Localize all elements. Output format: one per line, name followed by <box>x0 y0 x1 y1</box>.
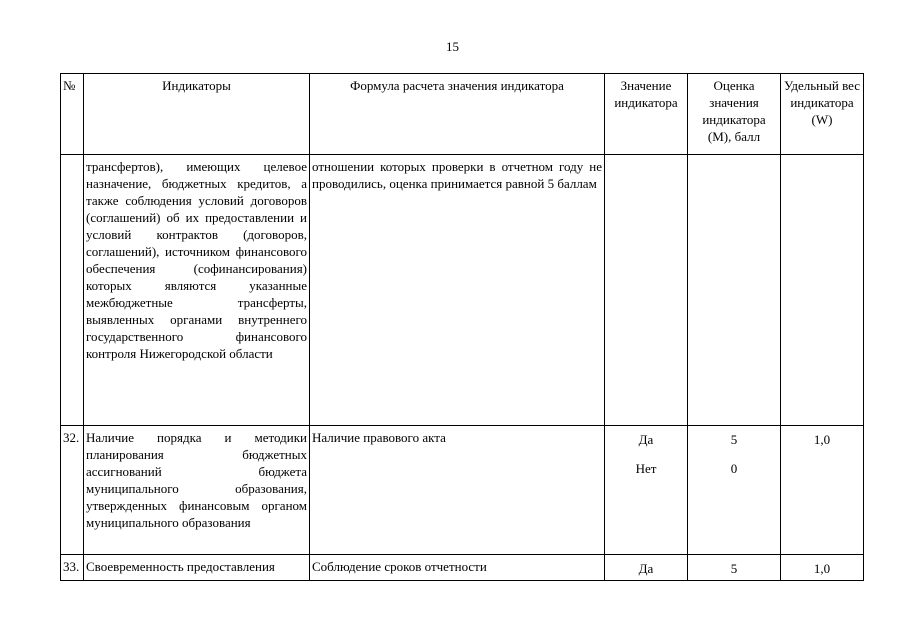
row-indicator: трансфертов), имеющих целевое назначение, бюджетных кредитов, а также соблюдения условий договоров (соглашений) об их предоставлении и условий контрактов (договоров, соглашений), источником финансового обеспечения (софинансирования) которых являются указанные межбюджетные трансферты, выявленных органами внутреннего государственного финансового контроля Нижегородской области <box>84 155 310 426</box>
row-score <box>688 555 781 581</box>
indicators-table <box>60 73 864 581</box>
row-number <box>61 155 84 426</box>
header-value: Значение индикатора <box>605 74 688 155</box>
row-score <box>688 155 781 426</box>
row-value <box>605 155 688 426</box>
row-indicator: Наличие порядка и методики планирования бюджетных ассигнований бюджета муниципального образования, утвержденных финансовым органом муниципального образования <box>84 426 310 555</box>
score-option: 5 <box>730 561 738 576</box>
score-option: 5 <box>730 432 738 447</box>
table-row <box>61 426 864 555</box>
score-option: 0 <box>730 461 738 476</box>
header-number: № <box>61 74 84 155</box>
row-score <box>688 426 781 555</box>
row-number: 33. <box>61 555 84 581</box>
row-number: 32. <box>61 426 84 555</box>
value-option: Нет <box>635 461 657 476</box>
row-weight <box>781 155 864 426</box>
row-value <box>605 555 688 581</box>
header-weight: Удельный вес индикатора (W) <box>781 74 864 155</box>
table-row <box>61 555 864 581</box>
page-number: 15 <box>446 39 459 54</box>
row-formula: Наличие правового акта <box>310 426 605 555</box>
row-weight: 1,0 <box>781 426 864 555</box>
value-option: Да <box>638 432 654 447</box>
row-formula: отношении которых проверки в отчетном году не проводились, оценка принимается равной 5 баллам <box>310 155 605 426</box>
row-value <box>605 426 688 555</box>
table-row <box>61 155 864 426</box>
header-indicators: Индикаторы <box>84 74 310 155</box>
header-formula: Формула расчета значения индикатора <box>310 74 605 155</box>
value-option: Да <box>638 561 654 576</box>
header-score: Оценка значения индикатора (M), балл <box>688 74 781 155</box>
row-weight: 1,0 <box>781 555 864 581</box>
table-header-row <box>61 74 864 155</box>
row-indicator: Своевременность предоставления <box>84 555 310 581</box>
row-formula: Соблюдение сроков отчетности <box>310 555 605 581</box>
